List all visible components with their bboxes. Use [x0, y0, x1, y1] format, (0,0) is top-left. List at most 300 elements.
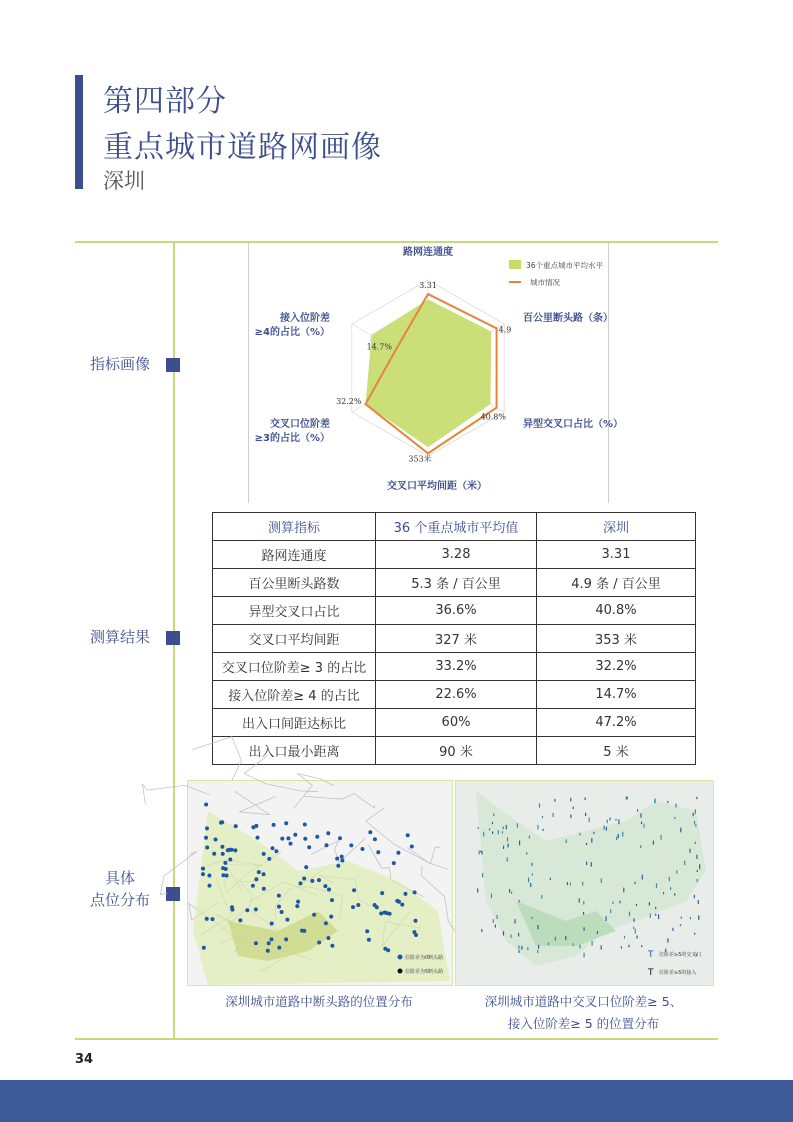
table-header-cell: 36 个重点城市平均值: [376, 513, 537, 541]
intersection-point: [661, 835, 662, 840]
intersection-point: [672, 928, 673, 931]
dead-end-point: [221, 873, 225, 877]
dead-end-point: [238, 918, 242, 922]
intersection-point: [579, 833, 580, 836]
dead-end-point: [307, 845, 311, 849]
dead-end-point: [221, 852, 225, 856]
intersection-point: [694, 895, 695, 898]
dead-end-point: [361, 847, 365, 851]
section-label-distribution-line1: 具体: [104, 869, 135, 887]
intersection-point: [531, 863, 532, 866]
intersection-point: [527, 947, 528, 950]
dead-end-point: [379, 912, 383, 916]
intersection-point: [606, 827, 607, 831]
intersection-point: [640, 845, 641, 848]
dead-end-point: [230, 848, 234, 852]
radar-value-label: 14.7%: [366, 342, 392, 352]
dead-end-point: [368, 830, 372, 834]
table-row: [213, 737, 696, 765]
intersection-point: [694, 821, 695, 825]
intersection-point: [566, 839, 567, 843]
intersection-point: [495, 925, 496, 928]
intersection-point: [635, 882, 636, 884]
dead-end-point: [380, 891, 384, 895]
dead-end-point: [234, 824, 238, 828]
intersection-point: [641, 822, 642, 824]
intersection-point: [479, 850, 480, 854]
radar-value-label: 4.9: [498, 325, 512, 335]
intersection-point: [642, 875, 643, 880]
intersection-point: [693, 813, 694, 817]
dead-end-point: [272, 823, 276, 827]
section-label-results: 测算结果: [89, 628, 150, 646]
dead-end-point: [376, 850, 380, 854]
dead-end-point: [367, 938, 371, 942]
table-cell: 接入位阶差≥ 4 的占比: [213, 681, 376, 709]
intersection-point: [655, 914, 656, 916]
intersection-point: [618, 819, 619, 824]
intersection-point: [481, 929, 482, 932]
dead-end-point: [285, 918, 289, 922]
legend-t-icon: T: [648, 968, 654, 978]
legend-city-label: 城市情况: [530, 278, 560, 287]
dead-end-point: [356, 903, 360, 907]
radar-value-label: 3.31: [419, 281, 437, 291]
table-row: [213, 681, 696, 709]
dead-end-point: [315, 835, 319, 839]
intersection-point: [622, 832, 623, 837]
table-cell: 交叉口平均间距: [213, 625, 376, 653]
intersection-point: [616, 837, 617, 840]
dead-end-point: [404, 892, 408, 896]
intersection-point: [582, 882, 583, 886]
dead-end-point: [293, 833, 297, 837]
table-cell: 33.2%: [376, 653, 537, 681]
dead-end-point: [395, 899, 399, 903]
dead-end-point: [392, 861, 396, 865]
table-row: [213, 625, 696, 653]
dead-end-point: [207, 874, 211, 878]
intersection-point: [628, 945, 629, 948]
table-row: [213, 569, 696, 597]
dead-end-point: [277, 946, 281, 950]
table-body: [213, 541, 696, 765]
intersection-point: [528, 878, 529, 883]
intersection-point: [610, 909, 611, 913]
intersection-point: [519, 841, 520, 846]
intersection-point: [493, 814, 494, 817]
table-row: [213, 653, 696, 681]
section-marker-distribution: [166, 887, 180, 901]
intersection-point: [579, 898, 580, 902]
dead-end-point: [262, 852, 266, 856]
table-cell: 40.8%: [537, 597, 696, 625]
intersection-point: [567, 882, 568, 885]
results-table: [212, 512, 696, 765]
intersection-point: [695, 842, 696, 844]
dead-end-point: [262, 872, 266, 876]
intersection-point: [640, 813, 641, 817]
dead-end-point: [214, 838, 218, 842]
intersection-point: [676, 870, 677, 873]
intersection-point: [509, 889, 510, 893]
intersection-point: [537, 925, 538, 929]
dead-end-point: [327, 888, 331, 892]
section-label-distribution-line2: 点位分布: [89, 891, 150, 909]
intersection-point: [696, 855, 697, 859]
intersection-point: [604, 825, 605, 830]
intersection-point: [591, 838, 592, 843]
dead-end-point: [400, 903, 404, 907]
radar-axis-label: 异型交叉口占比（%）: [523, 419, 624, 430]
intersection-point: [697, 879, 698, 882]
right-map-caption-line1: 深圳城市道路中交叉口位阶差≥ 5、: [484, 994, 683, 1009]
radar-axis-label: 百公里断头路（条）: [523, 313, 613, 324]
dead-end-point: [201, 872, 205, 876]
table-cell: 交叉口位阶差≥ 3 的占比: [213, 653, 376, 681]
intersection-point: [541, 895, 542, 899]
intersection-point: [489, 828, 490, 830]
dead-end-point: [303, 823, 307, 827]
table-cell: 异型交叉口占比: [213, 597, 376, 625]
intersection-point: [680, 924, 681, 926]
dead-end-point: [230, 905, 234, 909]
dead-end-point: [414, 919, 418, 923]
radar-axis-label: 交叉口平均间距（米）: [387, 481, 487, 492]
intersection-point: [698, 915, 699, 920]
intersection-point: [503, 931, 504, 935]
dead-end-map-image: [188, 781, 452, 985]
intersection-point: [649, 902, 650, 906]
dead-end-point: [280, 910, 284, 914]
dead-end-point: [310, 879, 314, 883]
right-map-legend2: 位阶差≥5的接入: [659, 970, 697, 976]
intersection-point: [570, 883, 571, 886]
intersection-point: [526, 852, 527, 855]
dead-end-point: [299, 881, 303, 885]
dead-end-point: [205, 846, 209, 850]
radar-axis-label: 路网连通度: [403, 247, 453, 258]
intersection-point: [612, 902, 613, 904]
intersection-point: [597, 931, 598, 934]
dead-end-point: [204, 836, 208, 840]
dead-end-point: [302, 929, 306, 933]
intersection-point: [492, 822, 493, 824]
intersection-point: [555, 937, 556, 941]
table-cell: 3.28: [376, 541, 537, 569]
dead-end-point: [274, 849, 278, 853]
intersection-point: [506, 825, 507, 829]
section-label-distribution: [75, 867, 165, 911]
dead-end-point: [312, 913, 316, 917]
table-cell: 14.7%: [537, 681, 696, 709]
intersection-point: [689, 849, 690, 853]
dead-end-point: [262, 887, 266, 891]
intersection-point: [550, 878, 551, 880]
intersection-point: [518, 933, 519, 937]
page-title-line2: 重点城市道路网画像: [103, 130, 382, 165]
intersection-point: [503, 846, 504, 849]
table-cell: 60%: [376, 709, 537, 737]
intersection-point: [633, 918, 634, 921]
dead-end-point: [351, 905, 355, 909]
intersection-point: [538, 945, 539, 949]
dead-end-point: [335, 857, 339, 861]
dead-end-point: [373, 903, 377, 907]
intersection-point: [482, 851, 483, 855]
dead-end-point: [223, 861, 227, 865]
intersection-point: [553, 813, 554, 817]
dead-end-point: [267, 941, 271, 945]
intersection-point: [629, 912, 630, 917]
dead-end-point: [284, 937, 288, 941]
dead-end-point: [219, 821, 223, 825]
title-accent-bar: [75, 75, 83, 189]
dead-end-point: [201, 867, 205, 871]
intersection-point: [537, 950, 538, 953]
intersection-point: [623, 888, 624, 893]
table-cell: 22.6%: [376, 681, 537, 709]
dead-end-point: [254, 907, 258, 911]
intersection-point: [655, 799, 656, 803]
intersection-point: [583, 901, 584, 905]
dead-end-point: [277, 894, 281, 898]
dead-end-point: [303, 837, 307, 841]
intersection-point: [491, 894, 492, 899]
intersection-point: [680, 828, 681, 833]
intersection-point: [584, 953, 585, 958]
dead-end-point: [326, 936, 330, 940]
intersection-point: [641, 945, 642, 947]
intersection-point: [601, 879, 602, 883]
intersection-map-image: [456, 781, 713, 985]
intersection-point: [633, 927, 634, 929]
intersection-point: [532, 917, 533, 919]
intersection-point: [636, 904, 637, 906]
dead-end-point: [277, 905, 281, 909]
intersection-point: [681, 917, 682, 919]
dead-end-point: [204, 803, 208, 807]
intersection-map: [455, 780, 714, 986]
dead-end-point: [251, 884, 255, 888]
dead-end-point: [254, 824, 258, 828]
intersection-point: [669, 877, 670, 881]
dead-end-point: [270, 922, 274, 926]
dead-end-point: [349, 843, 353, 847]
dead-end-point: [302, 877, 306, 881]
table-row: [213, 541, 696, 569]
table-cell: 90 米: [376, 737, 537, 765]
intersection-point: [601, 945, 602, 949]
intersection-point: [532, 873, 533, 875]
intersection-point: [543, 829, 544, 831]
table-header-cell: 深圳: [537, 513, 696, 541]
table-cell: 3.31: [537, 541, 696, 569]
intersection-point: [480, 850, 481, 852]
intersection-point: [511, 935, 512, 938]
intersection-point: [570, 798, 571, 802]
intersection-point: [565, 936, 566, 940]
radar-axis-label-line2: ≥3的占比（%）: [254, 433, 330, 444]
dead-end-map: [187, 780, 453, 986]
dead-end-point: [233, 848, 237, 852]
intersection-point: [573, 943, 574, 946]
intersection-point: [586, 862, 587, 865]
dead-end-point: [245, 908, 249, 912]
intersection-point: [637, 936, 638, 939]
dead-end-point: [257, 870, 261, 874]
intersection-point: [542, 816, 543, 818]
page-subtitle: 深圳: [103, 169, 145, 193]
intersection-point: [584, 927, 585, 931]
intersection-point: [579, 945, 580, 949]
legend-dot-icon: [398, 969, 403, 974]
intersection-point: [684, 861, 685, 866]
intersection-point: [478, 827, 479, 829]
intersection-point: [477, 888, 478, 892]
dead-end-point: [324, 921, 328, 925]
intersection-point: [554, 799, 555, 802]
intersection-point: [591, 862, 592, 866]
intersection-point: [511, 892, 512, 894]
dead-end-point: [208, 884, 212, 888]
intersection-point: [502, 831, 503, 833]
dead-end-point: [325, 843, 329, 847]
legend-average-label: 36个重点城市平均水平: [526, 261, 604, 270]
section-marker-results: [166, 631, 180, 645]
dead-end-point: [228, 858, 232, 862]
intersection-point: [497, 915, 498, 919]
dead-end-point: [330, 898, 334, 902]
dead-end-point: [317, 941, 321, 945]
table-cell: 5 米: [537, 737, 696, 765]
table-row: [213, 597, 696, 625]
table-cell: 36.6%: [376, 597, 537, 625]
intersection-point: [698, 900, 699, 904]
dead-end-point: [373, 837, 377, 841]
intersection-point: [624, 936, 625, 939]
table-cell: 5.3 条 / 百公里: [376, 569, 537, 597]
dead-end-point: [289, 842, 293, 846]
table-cell: 出入口间距达标比: [213, 709, 376, 737]
radar-axis-label: 接入位阶差: [280, 313, 330, 324]
intersection-point: [635, 929, 636, 934]
dead-end-point: [221, 866, 225, 870]
intersection-point: [674, 893, 675, 895]
dead-end-point: [286, 836, 290, 840]
page-title-line1: 第四部分: [103, 84, 227, 119]
dead-end-point: [340, 859, 344, 863]
dead-end-point: [267, 857, 271, 861]
dead-end-point: [329, 915, 333, 919]
intersection-point: [503, 826, 504, 829]
table-cell: 出入口最小距离: [213, 737, 376, 765]
dead-end-point: [220, 845, 224, 849]
dead-end-point: [414, 933, 418, 937]
dead-end-point: [326, 831, 330, 835]
intersection-point: [655, 907, 656, 909]
intersection-point: [482, 873, 483, 877]
dead-end-point: [413, 890, 417, 894]
intersection-point: [507, 857, 508, 861]
intersection-point: [644, 824, 645, 828]
right-map-caption-line2: 接入位阶差≥ 5 的位置分布: [507, 1016, 660, 1031]
intersection-point: [658, 914, 659, 919]
section-marker-indicator: [166, 358, 180, 372]
dead-end-point: [284, 821, 288, 825]
intersection-point: [530, 883, 531, 887]
dead-end-point: [205, 826, 209, 830]
intersection-point: [519, 900, 520, 903]
dead-end-point: [365, 929, 369, 933]
table-cell: 47.2%: [537, 709, 696, 737]
intersection-point: [521, 946, 522, 950]
dead-end-point: [406, 833, 410, 837]
intersection-point: [539, 803, 540, 807]
intersection-point: [675, 804, 676, 808]
right-map-caption: [455, 991, 712, 1035]
intersection-point: [695, 824, 696, 826]
intersection-point: [606, 916, 607, 921]
intersection-point: [619, 901, 620, 904]
intersection-point: [498, 830, 499, 834]
section-label-indicator: 指标画像: [89, 355, 150, 373]
intersection-point: [610, 818, 611, 821]
intersection-point: [483, 832, 484, 837]
table-cell: 4.9 条 / 百公里: [537, 569, 696, 597]
intersection-point: [508, 844, 509, 848]
dead-end-point: [383, 947, 387, 951]
radar-axis-label-line2: ≥4的占比（%）: [254, 327, 330, 338]
dead-end-point: [205, 917, 209, 921]
intersection-point: [573, 807, 574, 809]
table-header-row: [213, 513, 696, 541]
intersection-point: [570, 814, 571, 818]
dead-end-point: [317, 878, 321, 882]
dead-end-point: [385, 911, 389, 915]
intersection-point: [621, 946, 622, 948]
intersection-point: [517, 823, 518, 827]
table-cell: 路网连通度: [213, 541, 376, 569]
intersection-point: [670, 887, 671, 890]
dead-end-point: [271, 846, 275, 850]
table-cell: 百公里断头路数: [213, 569, 376, 597]
dead-end-point: [212, 852, 216, 856]
dead-end-point: [323, 884, 327, 888]
radar-axis-label: 交叉口位阶差: [270, 419, 330, 430]
bottom-divider: [75, 1038, 718, 1040]
intersection-point: [663, 892, 664, 894]
dead-end-point: [254, 877, 258, 881]
dead-end-point: [266, 949, 270, 953]
radar-value-label: 40.8%: [480, 412, 507, 422]
intersection-point: [586, 843, 587, 845]
table-header-cell: 测算指标: [213, 513, 376, 541]
dead-end-point: [304, 865, 308, 869]
intersection-point: [626, 797, 627, 800]
table-row: [213, 709, 696, 737]
dead-end-point: [295, 904, 299, 908]
dead-end-point: [256, 836, 260, 840]
table-cell: 32.2%: [537, 653, 696, 681]
dead-end-point: [340, 855, 344, 859]
legend-dot-icon: [398, 955, 403, 960]
dead-end-point: [270, 937, 274, 941]
intersection-point: [618, 834, 619, 838]
radar-legend: [509, 260, 604, 287]
intersection-point: [493, 919, 494, 923]
intersection-point: [696, 797, 697, 799]
